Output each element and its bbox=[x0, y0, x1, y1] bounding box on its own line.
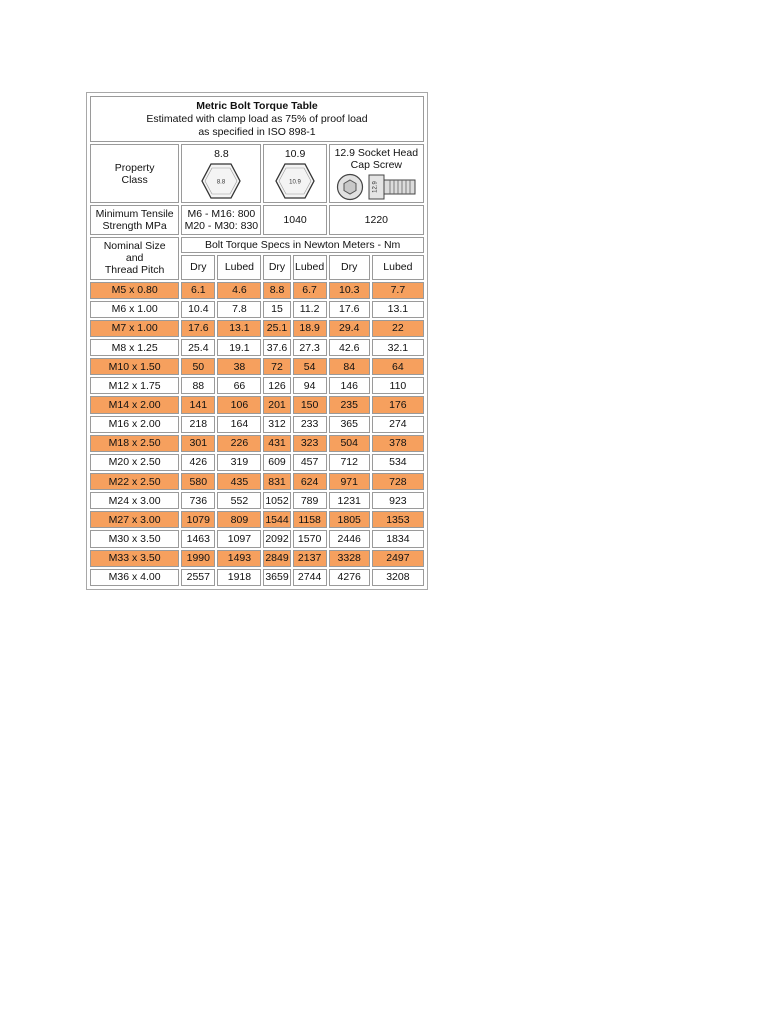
property-class-label-line1: Property bbox=[114, 161, 155, 174]
table-row bbox=[90, 435, 424, 452]
table-row bbox=[90, 530, 424, 547]
torque-cell-lubed-10-9: 2744 bbox=[293, 569, 327, 586]
torque-cell-lubed-12-9: 3208 bbox=[372, 569, 424, 586]
col-header-lubed-10-9: Lubed bbox=[293, 255, 327, 279]
torque-cell-dry-10-9: 312 bbox=[263, 416, 290, 433]
hex-head-mark-8-8: 8.8 bbox=[217, 179, 226, 186]
torque-cell-lubed-12-9: 22 bbox=[372, 320, 424, 337]
table-row bbox=[90, 511, 424, 528]
torque-cell-dry-12-9: 712 bbox=[329, 454, 370, 471]
torque-cell-dry-10-9: 25.1 bbox=[263, 320, 290, 337]
torque-cell-lubed-10-9: 1158 bbox=[293, 511, 327, 528]
socket-head-top-icon bbox=[336, 173, 364, 201]
torque-cell-dry-12-9: 2446 bbox=[329, 530, 370, 547]
torque-table-frame bbox=[86, 92, 428, 590]
torque-cell-lubed-10-9: 2137 bbox=[293, 550, 327, 567]
row-size-cell: M14 x 2.00 bbox=[90, 396, 179, 413]
torque-cell-lubed-10-9: 233 bbox=[293, 416, 327, 433]
row-size-cell: M22 x 2.50 bbox=[90, 473, 179, 490]
tensile-12-9: 1220 bbox=[329, 205, 424, 235]
table-title-cell bbox=[90, 96, 424, 142]
torque-cell-dry-8-8: 141 bbox=[181, 396, 215, 413]
torque-cell-lubed-8-8: 809 bbox=[217, 511, 261, 528]
torque-cell-dry-12-9: 42.6 bbox=[329, 339, 370, 356]
tensile-8-8-line2: M20 - M30: 830 bbox=[184, 220, 259, 233]
table-title: Metric Bolt Torque Table bbox=[196, 99, 318, 112]
col-header-dry-12-9: Dry bbox=[329, 255, 370, 279]
hex-bolt-head-icon bbox=[274, 162, 316, 200]
torque-cell-lubed-8-8: 1097 bbox=[217, 530, 261, 547]
torque-cell-dry-10-9: 8.8 bbox=[263, 282, 290, 299]
cap-screw-mark: 12.9 bbox=[372, 180, 379, 193]
torque-cell-lubed-10-9: 94 bbox=[293, 377, 327, 394]
row-size-cell: M8 x 1.25 bbox=[90, 339, 179, 356]
nominal-label-line1: Nominal Size bbox=[103, 240, 166, 253]
torque-cell-lubed-10-9: 1570 bbox=[293, 530, 327, 547]
table-row bbox=[90, 416, 424, 433]
torque-cell-lubed-10-9: 54 bbox=[293, 358, 327, 375]
torque-cell-lubed-8-8: 4.6 bbox=[217, 282, 261, 299]
torque-cell-dry-10-9: 1544 bbox=[263, 511, 290, 528]
table-row bbox=[90, 282, 424, 299]
torque-cell-dry-8-8: 580 bbox=[181, 473, 215, 490]
specs-header: Bolt Torque Specs in Newton Meters - Nm bbox=[181, 237, 424, 253]
hex-bolt-head-icon bbox=[200, 162, 242, 200]
torque-cell-dry-12-9: 146 bbox=[329, 377, 370, 394]
torque-cell-dry-12-9: 504 bbox=[329, 435, 370, 452]
torque-cell-lubed-8-8: 7.8 bbox=[217, 301, 261, 318]
torque-cell-dry-10-9: 201 bbox=[263, 396, 290, 413]
row-size-cell: M24 x 3.00 bbox=[90, 492, 179, 509]
torque-cell-dry-10-9: 1052 bbox=[263, 492, 290, 509]
table-row bbox=[90, 550, 424, 567]
torque-cell-lubed-8-8: 164 bbox=[217, 416, 261, 433]
row-size-cell: M18 x 2.50 bbox=[90, 435, 179, 452]
torque-cell-dry-12-9: 17.6 bbox=[329, 301, 370, 318]
class-12-9-label-line1: 12.9 Socket Head bbox=[334, 146, 419, 159]
torque-cell-lubed-10-9: 789 bbox=[293, 492, 327, 509]
row-size-cell: M10 x 1.50 bbox=[90, 358, 179, 375]
torque-cell-dry-8-8: 17.6 bbox=[181, 320, 215, 337]
tensile-8-8-line1: M6 - M16: 800 bbox=[187, 208, 256, 221]
table-row bbox=[90, 301, 424, 318]
torque-cell-lubed-10-9: 11.2 bbox=[293, 301, 327, 318]
col-header-lubed-12-9: Lubed bbox=[372, 255, 424, 279]
torque-cell-lubed-12-9: 176 bbox=[372, 396, 424, 413]
torque-cell-lubed-8-8: 1918 bbox=[217, 569, 261, 586]
torque-cell-dry-8-8: 88 bbox=[181, 377, 215, 394]
torque-cell-lubed-8-8: 319 bbox=[217, 454, 261, 471]
torque-cell-dry-8-8: 6.1 bbox=[181, 282, 215, 299]
torque-cell-lubed-12-9: 1834 bbox=[372, 530, 424, 547]
row-size-cell: M27 x 3.00 bbox=[90, 511, 179, 528]
table-row bbox=[90, 454, 424, 471]
torque-cell-dry-8-8: 1079 bbox=[181, 511, 215, 528]
torque-cell-lubed-12-9: 32.1 bbox=[372, 339, 424, 356]
table-row bbox=[90, 492, 424, 509]
torque-cell-lubed-12-9: 2497 bbox=[372, 550, 424, 567]
torque-cell-lubed-10-9: 27.3 bbox=[293, 339, 327, 356]
nominal-label-line3: Thread Pitch bbox=[104, 264, 165, 277]
torque-cell-lubed-10-9: 624 bbox=[293, 473, 327, 490]
tensile-8-8 bbox=[181, 205, 261, 235]
cap-screw-side-icon bbox=[368, 174, 416, 200]
table-row bbox=[90, 569, 424, 586]
torque-cell-lubed-8-8: 38 bbox=[217, 358, 261, 375]
row-size-cell: M20 x 2.50 bbox=[90, 454, 179, 471]
row-size-cell: M6 x 1.00 bbox=[90, 301, 179, 318]
torque-cell-dry-8-8: 10.4 bbox=[181, 301, 215, 318]
torque-cell-dry-10-9: 831 bbox=[263, 473, 290, 490]
torque-cell-lubed-8-8: 1493 bbox=[217, 550, 261, 567]
torque-cell-lubed-8-8: 19.1 bbox=[217, 339, 261, 356]
table-subtitle-line2: as specified in ISO 898-1 bbox=[198, 125, 316, 138]
property-class-label-line2: Class bbox=[121, 173, 148, 186]
hex-head-mark-10-9: 10.9 bbox=[289, 179, 301, 186]
torque-cell-lubed-8-8: 552 bbox=[217, 492, 261, 509]
class-12-9-cell bbox=[329, 144, 424, 203]
torque-cell-dry-12-9: 84 bbox=[329, 358, 370, 375]
torque-cell-lubed-12-9: 13.1 bbox=[372, 301, 424, 318]
class-12-9-label-line2: Cap Screw bbox=[350, 158, 402, 171]
torque-cell-dry-12-9: 1805 bbox=[329, 511, 370, 528]
torque-cell-lubed-12-9: 534 bbox=[372, 454, 424, 471]
torque-cell-dry-10-9: 2092 bbox=[263, 530, 290, 547]
torque-cell-lubed-12-9: 64 bbox=[372, 358, 424, 375]
row-size-cell: M7 x 1.00 bbox=[90, 320, 179, 337]
tensile-label-line2: Strength MPa bbox=[102, 220, 167, 233]
nominal-size-label bbox=[90, 237, 179, 279]
col-header-dry-10-9: Dry bbox=[263, 255, 290, 279]
torque-cell-dry-12-9: 3328 bbox=[329, 550, 370, 567]
torque-cell-dry-8-8: 50 bbox=[181, 358, 215, 375]
torque-cell-dry-10-9: 3659 bbox=[263, 569, 290, 586]
torque-cell-dry-12-9: 365 bbox=[329, 416, 370, 433]
torque-cell-lubed-8-8: 226 bbox=[217, 435, 261, 452]
class-10-9-label: 10.9 bbox=[284, 147, 306, 160]
torque-cell-dry-8-8: 1990 bbox=[181, 550, 215, 567]
torque-cell-lubed-8-8: 13.1 bbox=[217, 320, 261, 337]
torque-cell-dry-8-8: 426 bbox=[181, 454, 215, 471]
row-size-cell: M30 x 3.50 bbox=[90, 530, 179, 547]
torque-cell-dry-12-9: 971 bbox=[329, 473, 370, 490]
torque-cell-dry-12-9: 1231 bbox=[329, 492, 370, 509]
torque-cell-lubed-8-8: 435 bbox=[217, 473, 261, 490]
torque-cell-lubed-12-9: 274 bbox=[372, 416, 424, 433]
row-size-cell: M12 x 1.75 bbox=[90, 377, 179, 394]
torque-cell-lubed-8-8: 106 bbox=[217, 396, 261, 413]
torque-cell-lubed-12-9: 923 bbox=[372, 492, 424, 509]
table-row bbox=[90, 377, 424, 394]
tensile-label-line1: Minimum Tensile bbox=[95, 208, 174, 221]
torque-cell-dry-8-8: 1463 bbox=[181, 530, 215, 547]
torque-cell-lubed-12-9: 7.7 bbox=[372, 282, 424, 299]
torque-cell-dry-8-8: 2557 bbox=[181, 569, 215, 586]
torque-cell-dry-10-9: 431 bbox=[263, 435, 290, 452]
tensile-label bbox=[90, 205, 179, 235]
class-8-8-cell bbox=[181, 144, 261, 203]
torque-cell-lubed-10-9: 323 bbox=[293, 435, 327, 452]
torque-cell-lubed-10-9: 18.9 bbox=[293, 320, 327, 337]
torque-cell-lubed-12-9: 110 bbox=[372, 377, 424, 394]
torque-cell-lubed-12-9: 378 bbox=[372, 435, 424, 452]
table-row bbox=[90, 358, 424, 375]
torque-cell-lubed-10-9: 150 bbox=[293, 396, 327, 413]
row-size-cell: M36 x 4.00 bbox=[90, 569, 179, 586]
row-size-cell: M5 x 0.80 bbox=[90, 282, 179, 299]
torque-cell-dry-8-8: 736 bbox=[181, 492, 215, 509]
torque-cell-dry-10-9: 2849 bbox=[263, 550, 290, 567]
torque-cell-dry-10-9: 126 bbox=[263, 377, 290, 394]
torque-cell-dry-8-8: 301 bbox=[181, 435, 215, 452]
torque-cell-dry-12-9: 10.3 bbox=[329, 282, 370, 299]
table-row bbox=[90, 396, 424, 413]
col-header-dry-8-8: Dry bbox=[181, 255, 215, 279]
torque-cell-dry-8-8: 218 bbox=[181, 416, 215, 433]
class-8-8-label: 8.8 bbox=[214, 147, 229, 160]
torque-cell-lubed-8-8: 66 bbox=[217, 377, 261, 394]
col-header-lubed-8-8: Lubed bbox=[217, 255, 261, 279]
class-10-9-cell bbox=[263, 144, 326, 203]
torque-cell-dry-10-9: 609 bbox=[263, 454, 290, 471]
nominal-label-line2: and bbox=[125, 252, 144, 265]
table-row bbox=[90, 473, 424, 490]
torque-cell-lubed-12-9: 728 bbox=[372, 473, 424, 490]
torque-cell-dry-8-8: 25.4 bbox=[181, 339, 215, 356]
table-subtitle-line1: Estimated with clamp load as 75% of proof load bbox=[146, 112, 368, 125]
torque-cell-dry-12-9: 4276 bbox=[329, 569, 370, 586]
table-row bbox=[90, 320, 424, 337]
tensile-10-9: 1040 bbox=[263, 205, 326, 235]
row-size-cell: M33 x 3.50 bbox=[90, 550, 179, 567]
torque-cell-dry-10-9: 37.6 bbox=[263, 339, 290, 356]
property-class-label bbox=[90, 144, 179, 203]
torque-cell-lubed-10-9: 457 bbox=[293, 454, 327, 471]
torque-cell-dry-12-9: 235 bbox=[329, 396, 370, 413]
torque-cell-dry-10-9: 72 bbox=[263, 358, 290, 375]
table-row bbox=[90, 339, 424, 356]
torque-cell-dry-12-9: 29.4 bbox=[329, 320, 370, 337]
torque-cell-lubed-10-9: 6.7 bbox=[293, 282, 327, 299]
row-size-cell: M16 x 2.00 bbox=[90, 416, 179, 433]
torque-cell-lubed-12-9: 1353 bbox=[372, 511, 424, 528]
torque-table bbox=[88, 94, 426, 588]
torque-cell-dry-10-9: 15 bbox=[263, 301, 290, 318]
